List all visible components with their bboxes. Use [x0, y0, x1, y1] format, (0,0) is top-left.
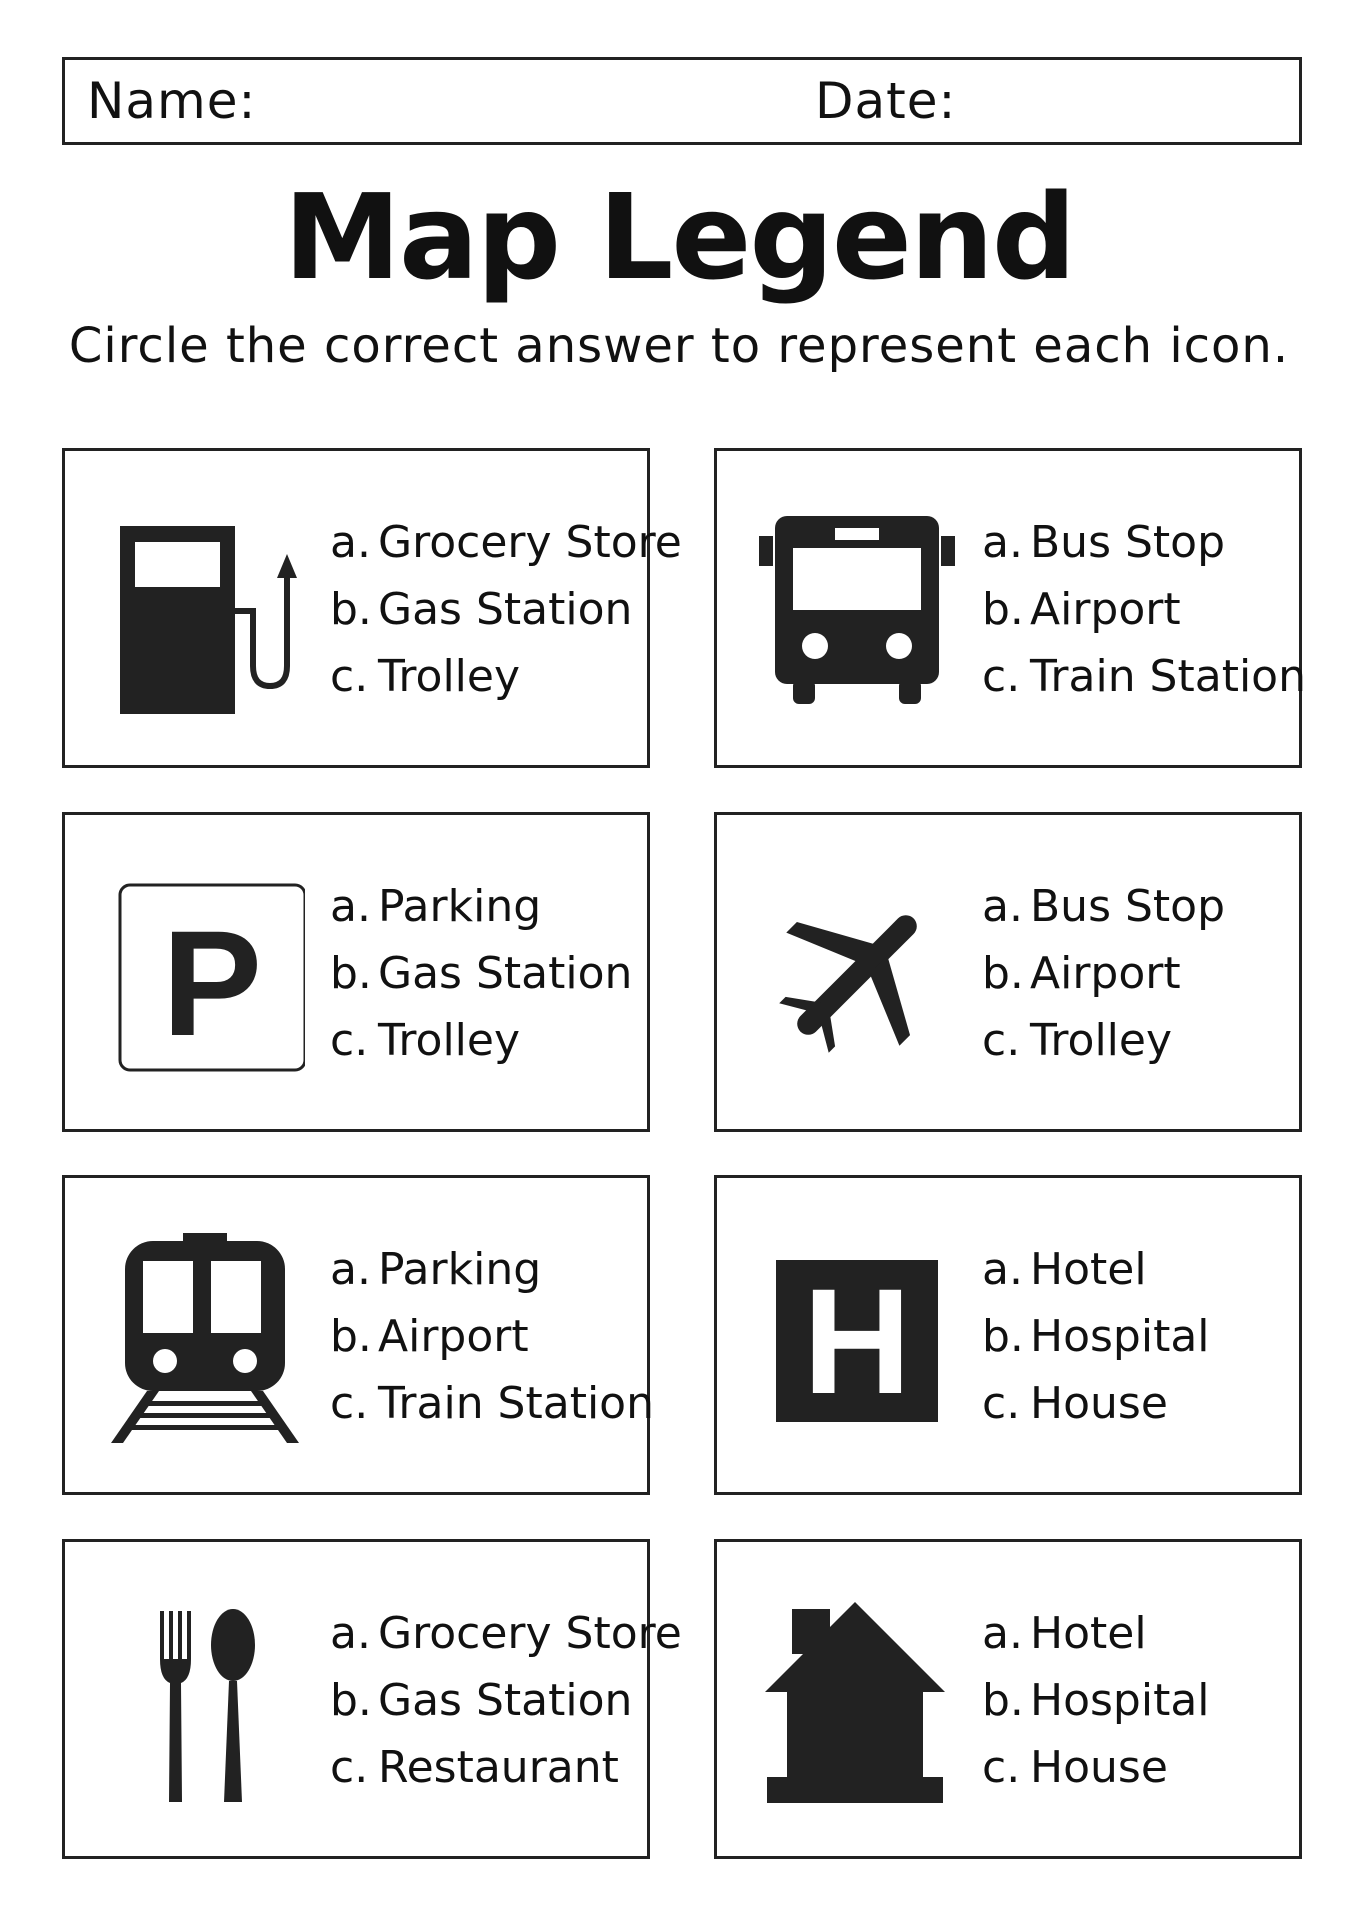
name-date-box	[62, 57, 1302, 145]
option-b[interactable]: b. Gas Station	[330, 584, 633, 635]
bus-icon	[757, 506, 957, 716]
house-icon	[757, 1597, 957, 1807]
option-b[interactable]: b. Gas Station	[330, 948, 633, 999]
option-a[interactable]: a. Grocery Store	[330, 517, 682, 568]
option-c[interactable]: c. Train Station	[982, 651, 1306, 702]
option-a[interactable]: a. Hotel	[982, 1608, 1147, 1659]
airplane-icon	[757, 870, 957, 1080]
option-c[interactable]: c. Train Station	[330, 1378, 654, 1429]
gas-pump-icon	[105, 506, 305, 716]
option-a[interactable]: a. Parking	[330, 881, 542, 932]
instructions: Circle the correct answer to represent each icon.	[68, 318, 1290, 374]
option-c[interactable]: c. Restaurant	[330, 1742, 619, 1793]
question-card-airplane	[714, 812, 1302, 1132]
option-b[interactable]: b. Gas Station	[330, 1675, 633, 1726]
option-b[interactable]: b. Airport	[982, 584, 1181, 635]
hospital-letter: H	[802, 1257, 912, 1425]
option-a[interactable]: a. Bus Stop	[982, 517, 1226, 568]
hospital-icon	[757, 1233, 957, 1443]
name-label: Name:	[87, 72, 257, 130]
question-card-restaurant	[62, 1539, 682, 1859]
option-b[interactable]: b. Hospital	[982, 1675, 1210, 1726]
option-a[interactable]: a. Bus Stop	[982, 881, 1226, 932]
option-c[interactable]: c. Trolley	[330, 651, 521, 702]
train-icon	[105, 1233, 305, 1443]
question-card-gas-pump	[62, 448, 682, 768]
option-c[interactable]: c. House	[982, 1742, 1168, 1793]
question-card-train	[62, 1175, 654, 1495]
option-a[interactable]: a. Grocery Store	[330, 1608, 682, 1659]
option-b[interactable]: b. Airport	[982, 948, 1181, 999]
parking-icon	[105, 870, 305, 1080]
option-c[interactable]: c. Trolley	[330, 1015, 521, 1066]
option-b[interactable]: b. Hospital	[982, 1311, 1210, 1362]
option-a[interactable]: a. Hotel	[982, 1244, 1147, 1295]
option-a[interactable]: a. Parking	[330, 1244, 542, 1295]
option-c[interactable]: c. Trolley	[982, 1015, 1173, 1066]
page-title: Map Legend	[283, 168, 1075, 306]
date-label: Date:	[815, 72, 957, 130]
question-card-bus	[714, 448, 1306, 768]
question-card-parking	[62, 812, 650, 1132]
question-card-hospital	[714, 1175, 1302, 1495]
option-c[interactable]: c. House	[982, 1378, 1168, 1429]
parking-letter: P	[161, 899, 263, 1067]
question-card-house	[714, 1539, 1302, 1859]
option-b[interactable]: b. Airport	[330, 1311, 529, 1362]
fork-spoon-icon	[105, 1597, 305, 1807]
